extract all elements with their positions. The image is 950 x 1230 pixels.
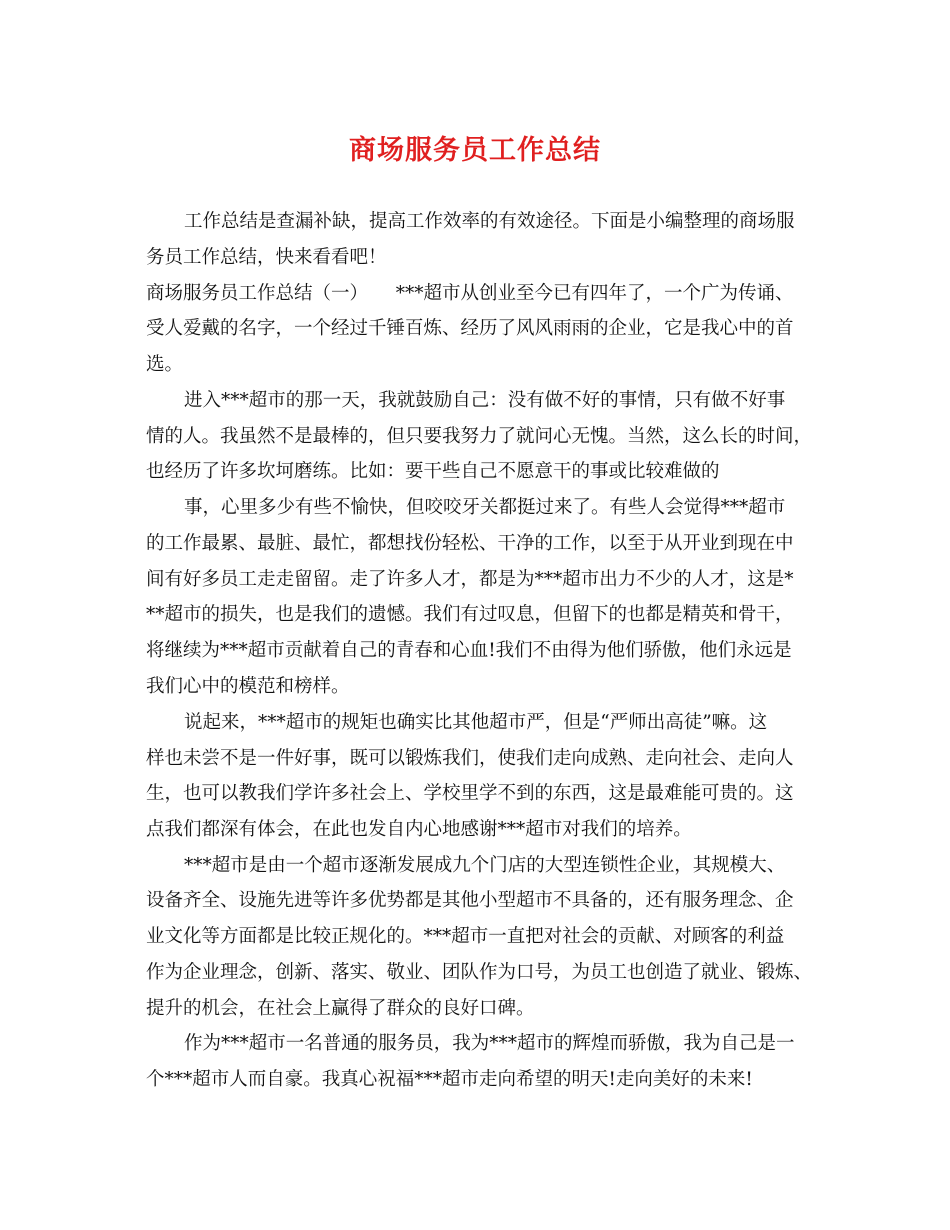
body-line: 说起来，***超市的规矩也确实比其他超市严，但是“严师出高徒”嘛。这 (184, 712, 768, 733)
body-line: 样也未尝不是一件好事，既可以锻炼我们，使我们走向成熟、走向社会、走向人 (146, 748, 794, 769)
body-line: ***超市是由一个超市逐渐发展成九个门店的大型连锁性企业，其规模大、 (184, 855, 786, 876)
body-line: 情的人。我虽然不是最棒的，但只要我努力了就问心无愧。当然，这么长的时间， (146, 426, 813, 447)
body-line: 间有好多员工走走留留。走了许多人才，都是为***超市出力不少的人才，这是* (146, 569, 794, 590)
body-line: 将继续为***超市贡献着自己的青春和心血!我们不由得为他们骄傲，他们永远是 (146, 640, 792, 661)
body-line: 生，也可以教我们学许多社会上、学校里学不到的东西，这是最难能可贵的。这 (146, 783, 794, 804)
body-line: 作为企业理念，创新、落实、敬业、团队作为口号，为员工也创造了就业、锻炼、 (146, 962, 813, 983)
body-line: **超市的损失，也是我们的遗憾。我们有过叹息，但留下的也都是精英和骨干， (146, 604, 794, 625)
body-line: 作为***超市一名普通的服务员，我为***超市的辉煌而骄傲，我为自己是一 (184, 1033, 795, 1054)
body-line: 商场服务员工作总结（一） ***超市从创业至今已有四年了，一个广为传诵、 (146, 283, 794, 304)
body-line: 受人爱戴的名字，一个经过千锤百炼、经历了风风雨雨的企业，它是我心中的首 (146, 318, 794, 339)
body-line: 我们心中的模范和榜样。 (146, 676, 350, 697)
body-line: 业文化等方面都是比较正规化的。***超市一直把对社会的贡献、对顾客的利益 (146, 926, 785, 947)
body-line: 设备齐全、设施先进等许多优势都是其他小型超市不具备的，还有服务理念、企 (146, 890, 794, 911)
body-line: 事，心里多少有些不愉快，但咬咬牙关都挺过来了。有些人会觉得***超市 (184, 497, 786, 518)
body-line: 提升的机会，在社会上赢得了群众的良好口碑。 (146, 998, 535, 1019)
body-line: 进入***超市的那一天，我就鼓励自己：没有做不好的事情，只有做不好事 (184, 390, 786, 411)
body-line: 工作总结是查漏补缺，提高工作效率的有效途径。下面是小编整理的商场服 (184, 211, 795, 232)
document-title: 商场服务员工作总结 (349, 135, 601, 166)
body-line: 也经历了许多坎坷磨练。比如：要干些自己不愿意干的事或比较难做的 (146, 461, 720, 482)
body-line: 点我们都深有体会，在此也发自内心地感谢***超市对我们的培养。 (146, 819, 692, 840)
body-line: 的工作最累、最脏、最忙，都想找份轻松、干净的工作，以至于从开业到现在中 (146, 533, 794, 554)
body-line: 务员工作总结，快来看看吧！ (146, 247, 387, 268)
body-line: 选。 (146, 354, 184, 375)
body-line: 个***超市人而自豪。我真心祝福***超市走向希望的明天!走向美好的未来! (146, 1069, 753, 1090)
